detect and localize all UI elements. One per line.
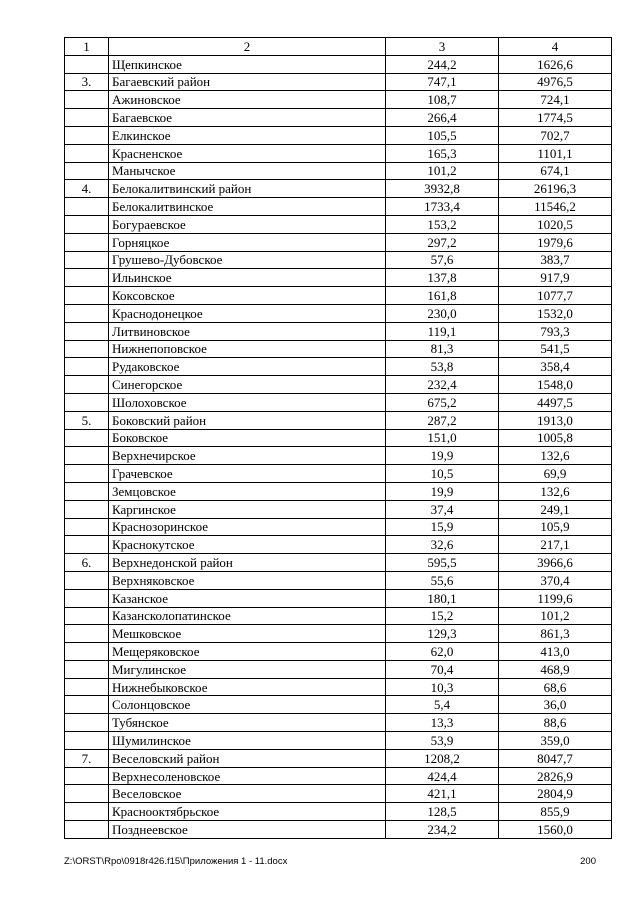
value-cell: 108,7 (386, 91, 499, 109)
row-number-cell: 5. (65, 411, 109, 429)
table-row (65, 607, 612, 625)
name-cell: Ильинское (109, 269, 386, 287)
name-cell: Горняцкое (109, 233, 386, 251)
value-cell: 3966,6 (499, 554, 612, 572)
value-cell: 5,4 (386, 696, 499, 714)
value-cell: 4976,5 (499, 73, 612, 91)
value-cell: 1774,5 (499, 109, 612, 127)
value-cell: 421,1 (386, 785, 499, 803)
table-row (65, 767, 612, 785)
value-cell: 674,1 (499, 162, 612, 180)
row-number-cell (65, 144, 109, 162)
column-header: 1 (65, 38, 109, 56)
value-cell: 244,2 (386, 55, 499, 73)
page-number: 200 (580, 856, 596, 867)
value-cell: 1532,0 (499, 304, 612, 322)
value-cell: 1005,8 (499, 429, 612, 447)
table-row (65, 714, 612, 732)
value-cell: 180,1 (386, 589, 499, 607)
value-cell: 132,6 (499, 482, 612, 500)
table-body (65, 55, 612, 838)
row-number-cell (65, 536, 109, 554)
name-cell: Белокалитвинское (109, 198, 386, 216)
name-cell: Грачевское (109, 465, 386, 483)
value-cell: 1199,6 (499, 589, 612, 607)
name-cell: Боковский район (109, 411, 386, 429)
value-cell: 1913,0 (499, 411, 612, 429)
table-row (65, 358, 612, 376)
table-row (65, 55, 612, 73)
value-cell: 468,9 (499, 660, 612, 678)
value-cell: 26196,3 (499, 180, 612, 198)
name-cell: Мещеряковское (109, 643, 386, 661)
value-cell: 70,4 (386, 660, 499, 678)
row-number-cell (65, 696, 109, 714)
row-number-cell (65, 625, 109, 643)
name-cell: Нижнепоповское (109, 340, 386, 358)
value-cell: 19,9 (386, 447, 499, 465)
value-cell: 36,0 (499, 696, 612, 714)
table-row (65, 803, 612, 821)
table-row (65, 376, 612, 394)
table-row (65, 429, 612, 447)
row-number-cell (65, 198, 109, 216)
name-cell: Веселовское (109, 785, 386, 803)
table-row (65, 304, 612, 322)
name-cell: Каргинское (109, 500, 386, 518)
table-row (65, 73, 612, 91)
table-row (65, 518, 612, 536)
name-cell: Елкинское (109, 126, 386, 144)
value-cell: 101,2 (499, 607, 612, 625)
name-cell: Щепкинское (109, 55, 386, 73)
value-cell: 32,6 (386, 536, 499, 554)
value-cell: 232,4 (386, 376, 499, 394)
value-cell: 234,2 (386, 821, 499, 839)
name-cell: Краснозоринское (109, 518, 386, 536)
row-number-cell: 7. (65, 749, 109, 767)
value-cell: 101,2 (386, 162, 499, 180)
table-row (65, 322, 612, 340)
row-number-cell (65, 571, 109, 589)
name-cell: Литвиновское (109, 322, 386, 340)
value-cell: 297,2 (386, 233, 499, 251)
row-number-cell (65, 55, 109, 73)
value-cell: 1560,0 (499, 821, 612, 839)
table-row (65, 269, 612, 287)
row-number-cell: 3. (65, 73, 109, 91)
row-number-cell (65, 518, 109, 536)
table-row (65, 536, 612, 554)
value-cell: 1077,7 (499, 287, 612, 305)
row-number-cell (65, 660, 109, 678)
name-cell: Верхняковское (109, 571, 386, 589)
name-cell: Шолоховское (109, 393, 386, 411)
row-number-cell (65, 269, 109, 287)
value-cell: 595,5 (386, 554, 499, 572)
table-row (65, 821, 612, 839)
value-cell: 161,8 (386, 287, 499, 305)
table-row (65, 109, 612, 127)
row-number-cell (65, 732, 109, 750)
table-row (65, 180, 612, 198)
name-cell: Шумилинское (109, 732, 386, 750)
row-number-cell (65, 767, 109, 785)
value-cell: 57,6 (386, 251, 499, 269)
value-cell: 10,5 (386, 465, 499, 483)
row-number-cell (65, 821, 109, 839)
value-cell: 249,1 (499, 500, 612, 518)
table-row (65, 696, 612, 714)
value-cell: 724,1 (499, 91, 612, 109)
value-cell: 861,3 (499, 625, 612, 643)
value-cell: 19,9 (386, 482, 499, 500)
name-cell: Верхнесоленовское (109, 767, 386, 785)
row-number-cell (65, 91, 109, 109)
name-cell: Синегорское (109, 376, 386, 394)
name-cell: Белокалитвинский район (109, 180, 386, 198)
value-cell: 105,9 (499, 518, 612, 536)
value-cell: 855,9 (499, 803, 612, 821)
table-row (65, 340, 612, 358)
value-cell: 1733,4 (386, 198, 499, 216)
name-cell: Краснооктябрьское (109, 803, 386, 821)
column-header: 4 (499, 38, 612, 56)
table-row (65, 251, 612, 269)
value-cell: 105,5 (386, 126, 499, 144)
name-cell: Рудаковское (109, 358, 386, 376)
table-row (65, 571, 612, 589)
value-cell: 153,2 (386, 215, 499, 233)
name-cell: Земцовское (109, 482, 386, 500)
table-row (65, 589, 612, 607)
value-cell: 137,8 (386, 269, 499, 287)
value-cell: 793,3 (499, 322, 612, 340)
name-cell: Верхнедонской район (109, 554, 386, 572)
column-header: 2 (109, 38, 386, 56)
row-number-cell (65, 109, 109, 127)
table-row (65, 500, 612, 518)
table-row (65, 660, 612, 678)
value-cell: 1020,5 (499, 215, 612, 233)
value-cell: 2826,9 (499, 767, 612, 785)
value-cell: 11546,2 (499, 198, 612, 216)
row-number-cell (65, 714, 109, 732)
data-table (64, 37, 612, 839)
name-cell: Солонцовское (109, 696, 386, 714)
name-cell: Веселовский район (109, 749, 386, 767)
value-cell: 69,9 (499, 465, 612, 483)
value-cell: 675,2 (386, 393, 499, 411)
row-number-cell (65, 482, 109, 500)
value-cell: 358,4 (499, 358, 612, 376)
name-cell: Позднеевское (109, 821, 386, 839)
value-cell: 4497,5 (499, 393, 612, 411)
value-cell: 1626,6 (499, 55, 612, 73)
value-cell: 53,9 (386, 732, 499, 750)
name-cell: Ажиновское (109, 91, 386, 109)
name-cell: Багаевский район (109, 73, 386, 91)
table-row (65, 465, 612, 483)
table-row (65, 447, 612, 465)
row-number-cell (65, 785, 109, 803)
name-cell: Казансколопатинское (109, 607, 386, 625)
value-cell: 424,4 (386, 767, 499, 785)
row-number-cell (65, 447, 109, 465)
name-cell: Боковское (109, 429, 386, 447)
value-cell: 165,3 (386, 144, 499, 162)
value-cell: 68,6 (499, 678, 612, 696)
name-cell: Богураевское (109, 215, 386, 233)
name-cell: Красненское (109, 144, 386, 162)
value-cell: 1548,0 (499, 376, 612, 394)
value-cell: 119,1 (386, 322, 499, 340)
value-cell: 151,0 (386, 429, 499, 447)
value-cell: 15,2 (386, 607, 499, 625)
value-cell: 13,3 (386, 714, 499, 732)
value-cell: 1979,6 (499, 233, 612, 251)
row-number-cell (65, 678, 109, 696)
value-cell: 370,4 (499, 571, 612, 589)
value-cell: 1208,2 (386, 749, 499, 767)
table-row (65, 411, 612, 429)
value-cell: 62,0 (386, 643, 499, 661)
footer-file-path: Z:\ORST\Rpo\0918r426.f15\Приложения 1 - 11.docx (64, 856, 288, 867)
value-cell: 217,1 (499, 536, 612, 554)
name-cell: Казанское (109, 589, 386, 607)
name-cell: Краснокутское (109, 536, 386, 554)
value-cell: 541,5 (499, 340, 612, 358)
table-row (65, 198, 612, 216)
value-cell: 3932,8 (386, 180, 499, 198)
table-row (65, 625, 612, 643)
row-number-cell (65, 803, 109, 821)
value-cell: 10,3 (386, 678, 499, 696)
name-cell: Багаевское (109, 109, 386, 127)
row-number-cell (65, 287, 109, 305)
row-number-cell (65, 340, 109, 358)
value-cell: 413,0 (499, 643, 612, 661)
value-cell: 917,9 (499, 269, 612, 287)
value-cell: 128,5 (386, 803, 499, 821)
value-cell: 287,2 (386, 411, 499, 429)
row-number-cell (65, 126, 109, 144)
name-cell: Нижнебыковское (109, 678, 386, 696)
table-row (65, 749, 612, 767)
name-cell: Коксовское (109, 287, 386, 305)
row-number-cell: 6. (65, 554, 109, 572)
table-row (65, 732, 612, 750)
value-cell: 88,6 (499, 714, 612, 732)
row-number-cell: 4. (65, 180, 109, 198)
table-row (65, 162, 612, 180)
value-cell: 1101,1 (499, 144, 612, 162)
name-cell: Мигулинское (109, 660, 386, 678)
value-cell: 359,0 (499, 732, 612, 750)
row-number-cell (65, 589, 109, 607)
value-cell: 132,6 (499, 447, 612, 465)
value-cell: 2804,9 (499, 785, 612, 803)
name-cell: Манычское (109, 162, 386, 180)
row-number-cell (65, 643, 109, 661)
row-number-cell (65, 358, 109, 376)
table-row (65, 215, 612, 233)
value-cell: 266,4 (386, 109, 499, 127)
row-number-cell (65, 500, 109, 518)
table-row (65, 785, 612, 803)
table-row (65, 678, 612, 696)
value-cell: 383,7 (499, 251, 612, 269)
name-cell: Верхнечирское (109, 447, 386, 465)
row-number-cell (65, 465, 109, 483)
table-row (65, 554, 612, 572)
value-cell: 81,3 (386, 340, 499, 358)
value-cell: 129,3 (386, 625, 499, 643)
row-number-cell (65, 304, 109, 322)
row-number-cell (65, 393, 109, 411)
table-row (65, 91, 612, 109)
name-cell: Мешковское (109, 625, 386, 643)
name-cell: Грушево-Дубовское (109, 251, 386, 269)
row-number-cell (65, 162, 109, 180)
table-header-row (65, 38, 612, 56)
row-number-cell (65, 376, 109, 394)
value-cell: 230,0 (386, 304, 499, 322)
value-cell: 55,6 (386, 571, 499, 589)
row-number-cell (65, 429, 109, 447)
row-number-cell (65, 607, 109, 625)
table-row (65, 482, 612, 500)
name-cell: Краснодонецкое (109, 304, 386, 322)
table-row (65, 144, 612, 162)
table-row (65, 233, 612, 251)
value-cell: 37,4 (386, 500, 499, 518)
row-number-cell (65, 251, 109, 269)
table-row (65, 126, 612, 144)
table-row (65, 393, 612, 411)
value-cell: 8047,7 (499, 749, 612, 767)
value-cell: 15,9 (386, 518, 499, 536)
value-cell: 702,7 (499, 126, 612, 144)
value-cell: 747,1 (386, 73, 499, 91)
table-row (65, 643, 612, 661)
value-cell: 53,8 (386, 358, 499, 376)
name-cell: Тубянское (109, 714, 386, 732)
row-number-cell (65, 215, 109, 233)
row-number-cell (65, 322, 109, 340)
column-header: 3 (386, 38, 499, 56)
row-number-cell (65, 233, 109, 251)
table-row (65, 287, 612, 305)
